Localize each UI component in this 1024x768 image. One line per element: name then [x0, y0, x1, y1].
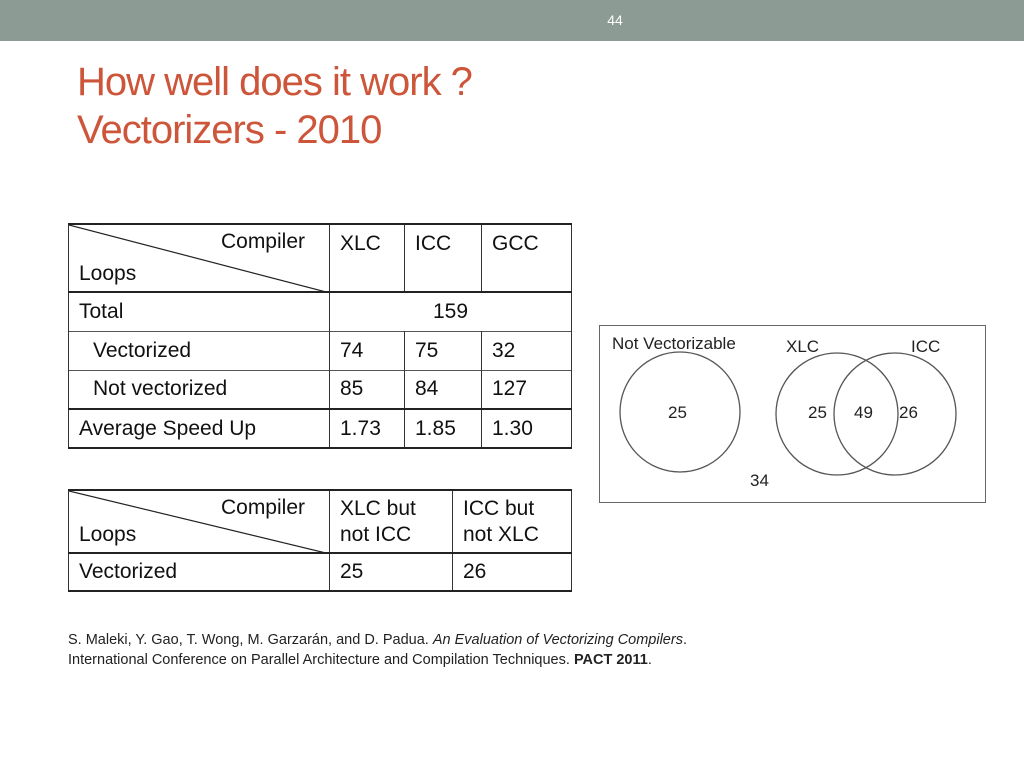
citation-end: .	[647, 652, 652, 668]
icc-circle	[834, 353, 956, 475]
col-header-gcc: GCC	[482, 224, 572, 292]
citation-authors: S. Maleki, Y. Gao, T. Wong, M. Garzarán, and D. Padua.	[68, 632, 433, 648]
col-header-line: not ICC	[340, 522, 412, 546]
row-label-vectorized: Vectorized	[69, 331, 330, 370]
citation-punct: .	[682, 632, 687, 648]
xlc-label: XLC	[786, 337, 820, 356]
row-label-average-speed-up: Average Speed Up	[69, 409, 330, 448]
not-vectorizable-count: 25	[668, 403, 687, 422]
exclusive-vectorization-table	[68, 489, 572, 592]
col-header-xlc: XLC	[330, 224, 405, 292]
citation-paper-title: An Evaluation of Vectorizing Compilers	[432, 632, 683, 648]
xlc-circle	[776, 353, 898, 475]
cell-value: 75	[405, 331, 482, 370]
vectorization-table	[68, 223, 572, 449]
title-line-2: Vectorizers - 2010	[77, 108, 382, 152]
total-label: Total	[69, 292, 330, 331]
icc-only-count: 26	[899, 403, 918, 422]
header-loops: Loops	[79, 523, 137, 546]
header-loops: Loops	[79, 262, 137, 285]
page-number: 44	[607, 12, 623, 28]
citation-venue-short: PACT 2011	[573, 652, 648, 668]
row-label-not-vectorized: Not vectorized	[69, 370, 330, 409]
cell-value: 1.85	[405, 409, 482, 448]
cell-value: 1.73	[330, 409, 405, 448]
venn-diagram	[599, 325, 986, 503]
title-line-1: How well does it work ?	[77, 60, 472, 104]
cell-value: 127	[482, 370, 572, 409]
outside-count: 34	[750, 471, 769, 490]
cell-value: 32	[482, 331, 572, 370]
col-header-line: XLC but	[340, 496, 416, 520]
top-bar	[0, 0, 1024, 41]
col-header-line: ICC but	[463, 496, 535, 520]
icc-label: ICC	[911, 337, 941, 356]
total-value: 159	[330, 292, 572, 331]
citation	[68, 630, 687, 670]
col-header-icc: ICC	[405, 224, 482, 292]
not-vectorizable-label: Not Vectorizable	[612, 334, 736, 353]
header-compiler: Compiler	[220, 230, 305, 253]
cell-value: 85	[330, 370, 405, 409]
cell-value: 25	[330, 553, 453, 591]
col-header-icc-not-xlc	[453, 490, 572, 553]
xlc-only-count: 25	[808, 403, 827, 422]
both-count: 49	[854, 403, 873, 422]
cell-value: 74	[330, 331, 405, 370]
header-compiler: Compiler	[220, 496, 305, 519]
row-label-vectorized: Vectorized	[69, 553, 330, 591]
col-header-line: not XLC	[463, 522, 539, 546]
header-diagonal-cell	[69, 490, 330, 553]
header-diagonal-cell	[69, 224, 330, 292]
slide-title	[77, 58, 472, 154]
cell-value: 26	[453, 553, 572, 591]
cell-value: 1.30	[482, 409, 572, 448]
cell-value: 84	[405, 370, 482, 409]
col-header-xlc-not-icc	[330, 490, 453, 553]
citation-venue: International Conference on Parallel Architecture and Compilation Techniques.	[68, 652, 574, 668]
